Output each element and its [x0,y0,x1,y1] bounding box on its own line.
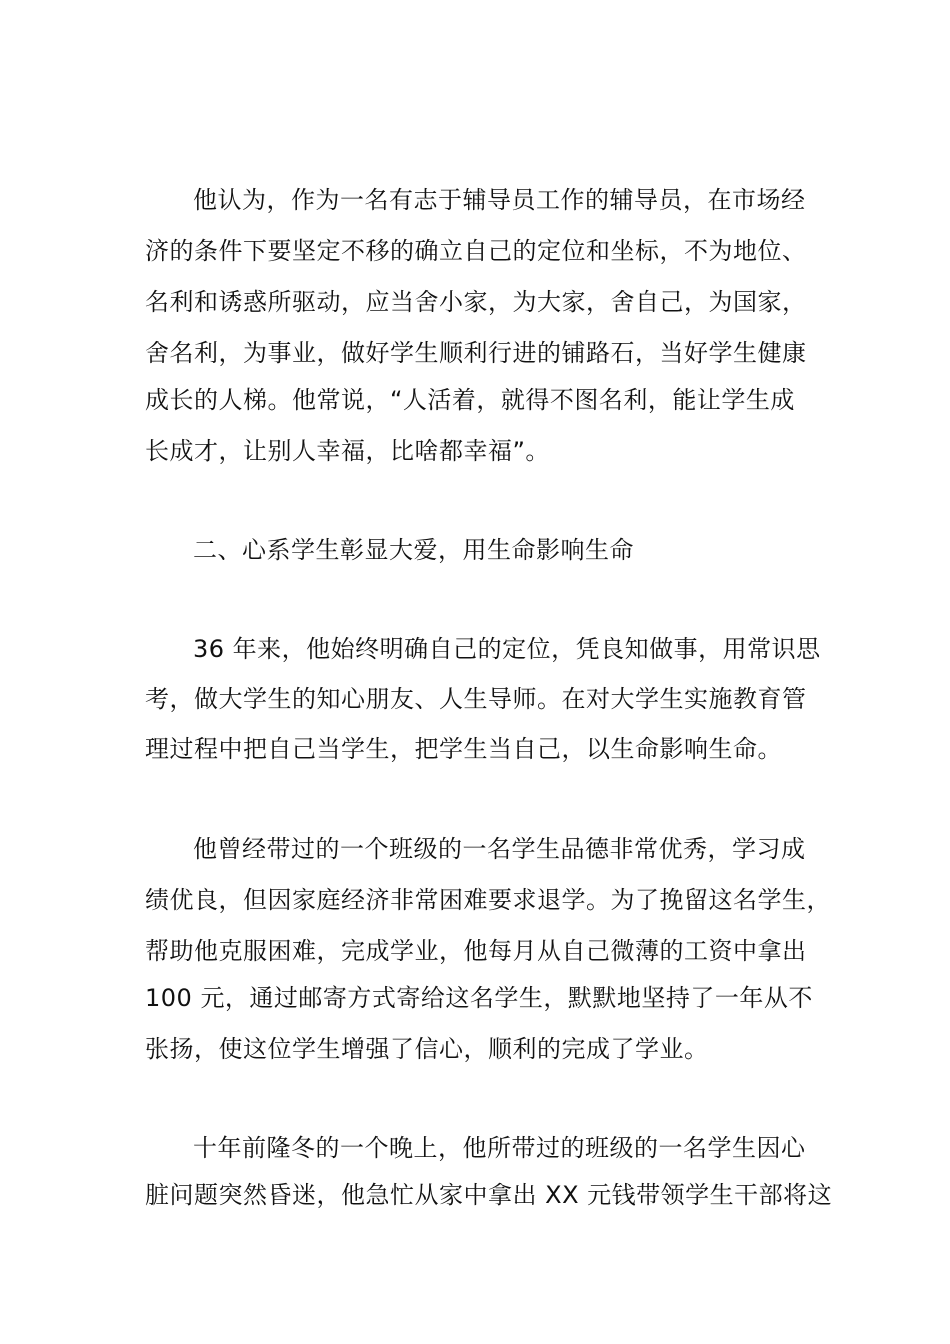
paragraph-1-line-6: 长成才，让别人幸福，比啥都幸福”。 [145,437,550,465]
paragraph-1-line-1: 他认为，作为一名有志于辅导员工作的辅导员，在市场经 [193,186,806,214]
paragraph-1-line-2: 济的条件下要坚定不移的确立自己的定位和坐标，不为地位、 [145,237,807,265]
paragraph-3-line-1: 他曾经带过的一个班级的一名学生品德非常优秀，学习成 [193,835,806,863]
paragraph-3-line-5: 张扬，使这位学生增强了信心，顺利的完成了学业。 [145,1035,709,1063]
paragraph-1-line-4: 舍名利，为事业，做好学生顺利行进的铺路石，当好学生健康 [145,339,807,367]
paragraph-4-line-1: 十年前隆冬的一个晚上，他所带过的班级的一名学生因心 [193,1134,806,1162]
paragraph-3-line-3: 帮助他克服困难，完成学业，他每月从自己微薄的工资中拿出 [145,937,807,965]
paragraph-2-line-3: 理过程中把自己当学生，把学生当自己，以生命影响生命。 [145,735,782,763]
paragraph-1-line-3: 名利和诱惑所驱动，应当舍小家，为大家，舍自己，为国家， [145,288,807,316]
paragraph-2-line-2: 考，做大学生的知心朋友、人生导师。在对大学生实施教育管 [145,685,807,713]
paragraph-2-line-1: 36 年来，他始终明确自己的定位，凭良知做事，用常识思 [193,635,821,663]
section-heading: 二、心系学生彰显大爱，用生命影响生命 [193,536,634,564]
paragraph-3-line-4: 100 元，通过邮寄方式寄给这名学生，默默地坚持了一年从不 [145,984,813,1012]
paragraph-4-line-2: 脏问题突然昏迷，他急忙从家中拿出 XX 元钱带领学生干部将这 [145,1181,833,1209]
paragraph-3-line-2: 绩优良，但因家庭经济非常困难要求退学。为了挽留这名学生， [145,886,831,914]
paragraph-1-line-5: 成长的人梯。他常说，“人活着，就得不图名利，能让学生成 [145,386,795,414]
